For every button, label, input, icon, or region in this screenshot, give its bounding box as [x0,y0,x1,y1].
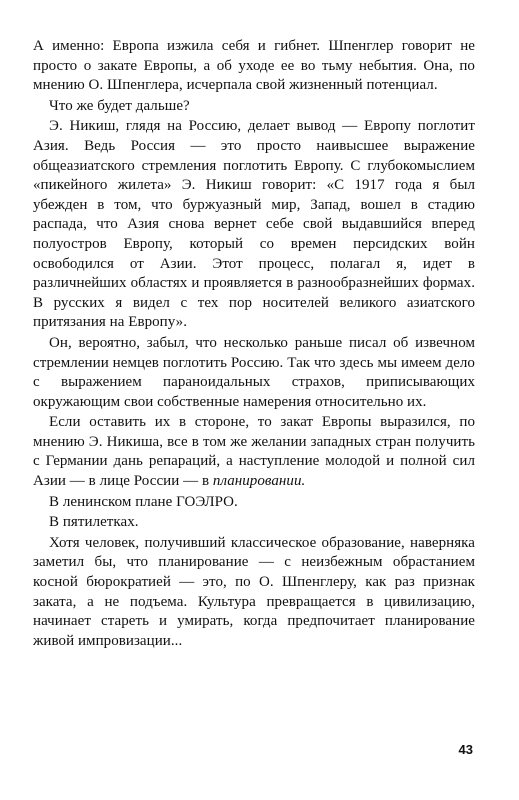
paragraph-4: Он, вероятно, забыл, что несколько раньше писал об извечном стремлении немцев поглотить Россию. Так что здесь мы имеем дело с выражением параноидальных страхов, приписывающих окружающим свои собственные намерения относительно их. [33,334,475,410]
page-number: 43 [458,742,473,757]
paragraph-8: Хотя человек, получивший классическое образование, наверняка заметил бы, что планирование — с неизбежным обрастанием косной бюрократией — это, по О. Шпенглеру, как раз признак заката, а не подъема. Культура превращается в цивилизацию, начинает стареть и умирать, когда предпочитает планирование живой импровизации... [33,534,475,649]
paragraph-3: Э. Никиш, глядя на Россию, делает вывод — Европу поглотит Азия. Ведь Россия — это просто наивысшее выражение общеазиатского стремления поглотить Европу. С глубокомыслием «пикейного жилета» Э. Никиш говорит: «С 1917 года я был убежден в том, что буржуазный мир, Запад, вошел в стадию распада, что Азия снова вернет себе свой выдавшийся вперед полуостров Европу, который со времен персидских войн освободился от Азии. Этот процесс, полагал я, идет в различнейших областях и проявляется в разнообразнейших формах. В русских я видел с тех пор носителей великого азиатского притязания на Европу». [33,118,475,331]
paragraph-2: Что же будет дальше? [49,97,190,114]
emphasis-planning: планировании. [212,473,306,490]
page-body [33,37,475,651]
paragraph-5 [33,413,475,491]
paragraph-1: А именно: Европа изжила себя и гибнет. Шпенглер говорит не просто о закате Европы, а об уходе ее во тьму небытия. Она, по мнению О. Шпенглера, исчерпала свой жизненный потенциал. [33,38,475,94]
paragraph-6: В ленинском плане ГОЭЛРО. [49,493,238,510]
paragraph-5-text: Если оставить их в стороне, то закат Европы выразился, по мнению Э. Никиша, все в том же желании западных стран получить с Германии дань репараций, а наступление молодой и полной сил Азии — в лице России — в [33,414,475,490]
paragraph-7: В пятилетках. [49,514,139,531]
